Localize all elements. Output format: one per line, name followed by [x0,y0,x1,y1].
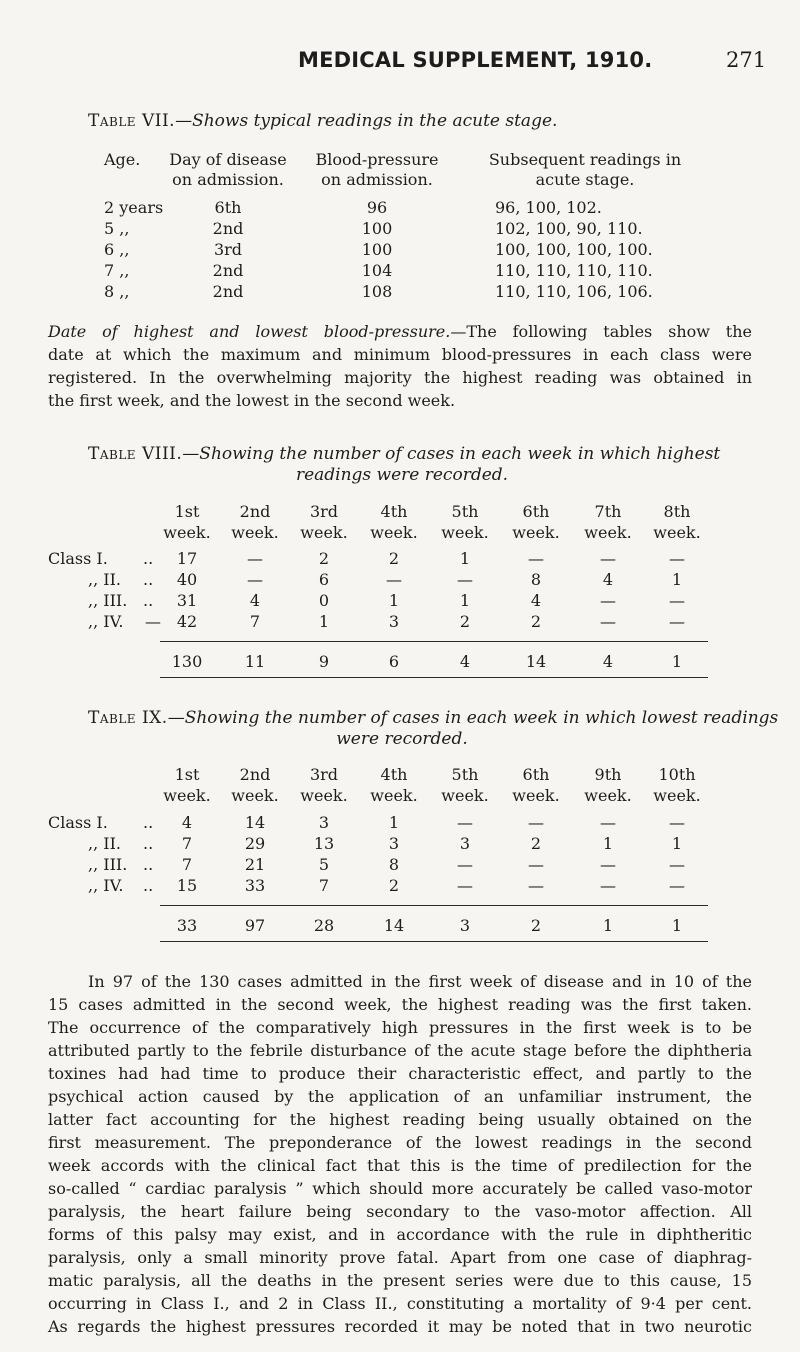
total-cell: 130 [171,652,203,671]
row-label: Class I. [48,813,108,832]
row-leader: .. [143,549,154,568]
col-week-word: week. [163,786,211,805]
paragraph-line: The occurrence of the comparatively high pressures in the first week is to be [48,1018,752,1037]
paragraph-line: registered. In the overwhelming majority the highest reading was obtained in [48,368,752,387]
col-week-number: 1st [174,502,200,521]
col-week-word: week. [163,523,211,542]
table-cell: 2 [530,834,542,853]
subsequent-cell: 110, 110, 110, 110. [495,261,653,280]
col-week-word: week. [512,786,560,805]
paragraph-line: so-called “ cardiac paralysis ” which should more accurately be called vaso-motor [48,1179,752,1198]
subsequent-cell: 100, 100, 100, 100. [495,240,653,259]
table-cell: 4 [249,591,261,610]
total-cell: 1 [671,652,683,671]
table8-caption-text: —Showing the number of cases in each week in which highest [182,444,721,464]
table-cell: 2 [388,876,400,895]
table-cell: 31 [176,591,198,610]
table-cell: 1 [671,570,683,589]
col-week-number: 1st [174,765,200,784]
paragraph-line: psychical action caused by the application of an unfamiliar instrument, the [48,1087,752,1106]
table-cell: 13 [313,834,335,853]
table-cell: — [600,612,616,631]
row-label: ,, II. [88,570,121,589]
table-cell: 14 [244,813,266,832]
total-cell: 9 [318,652,330,671]
table-cell: 4 [181,813,193,832]
table-cell: — [600,549,616,568]
row-label: Class I. [48,549,108,568]
day-cell: 2nd [212,282,244,301]
col-week-number: 6th [522,765,550,784]
paragraph-line: attributed partly to the febrile disturbance of the acute stage before the diphtheria [48,1041,752,1060]
col-week-word: week. [231,786,279,805]
table-cell: — [600,813,616,832]
table8-total-rule [160,641,708,642]
table-cell: — [600,591,616,610]
col-week-word: week. [653,786,701,805]
paragraph-line: 15 cases admitted in the second week, the highest reading was the first taken. [48,995,752,1014]
table-cell: — [669,813,685,832]
total-cell: 14 [383,916,405,935]
row-label: ,, III. [88,855,128,874]
total-cell: 28 [313,916,335,935]
table-cell: 3 [318,813,330,832]
table8-caption [88,444,720,464]
col-week-word: week. [512,523,560,542]
total-cell: 4 [602,652,614,671]
table-cell: — [669,855,685,874]
col-week-word: week. [653,523,701,542]
col-week-word: week. [441,523,489,542]
total-cell: 97 [244,916,266,935]
row-leader: .. [143,591,154,610]
table-cell: 4 [602,570,614,589]
age-cell: 6 ,, [104,240,130,259]
table9-bottom-rule [160,941,708,942]
total-cell: 33 [176,916,198,935]
row-leader: .. [143,855,154,874]
col-week-word: week. [300,523,348,542]
table-cell: 3 [388,834,400,853]
bp-cell: 100 [361,219,393,238]
table-cell: — [528,855,544,874]
age-cell: 7 ,, [104,261,130,280]
table-cell: 0 [318,591,330,610]
table9-total-rule [160,905,708,906]
row-label: ,, IV. [88,876,124,895]
row-leader: .. [143,570,154,589]
table-cell: 6 [318,570,330,589]
table7-header-bp-2: on admission. [321,170,433,189]
paragraph-line: first measurement. The preponderance of the lowest readings in the second [48,1133,752,1152]
row-leader: .. [143,876,154,895]
paragraph-blood-pressure-dates [48,320,752,412]
row-label: ,, III. [88,591,128,610]
paragraph-line: paralysis, only a small minority prove fatal. Apart from one case of diaphrag- [48,1248,752,1267]
table9-label: Table IX. [88,708,168,728]
table-cell: 4 [530,591,542,610]
table-cell: 1 [388,591,400,610]
bp-cell: 100 [361,240,393,259]
paragraph-line: occurring in Class I., and 2 in Class II., constituting a mortality of 9·4 per cent. [48,1294,752,1313]
col-week-word: week. [300,786,348,805]
table-cell: 2 [530,612,542,631]
table-cell: 2 [459,612,471,631]
table8-caption-line-2: readings were recorded. [295,465,509,485]
table-cell: 2 [388,549,400,568]
table-cell: 21 [244,855,266,874]
table9-caption-text: —Showing the number of cases in each week in which lowest readings [167,708,779,728]
day-cell: 3rd [213,240,243,259]
col-week-number: 4th [380,502,408,521]
table-cell: 17 [176,549,198,568]
paragraph-line: the first week, and the lowest in the second week. [48,391,456,410]
table-cell: — [457,855,473,874]
table-cell: — [669,591,685,610]
row-label: ,, II. [88,834,121,853]
col-week-number: 6th [522,502,550,521]
table8-label: Table VIII. [88,444,183,464]
bp-cell: 96 [366,198,388,217]
col-week-word: week. [584,523,632,542]
running-header-title: MEDICAL SUPPLEMENT, 1910. [298,48,653,72]
table-cell: 1 [459,591,471,610]
table-cell: 2 [318,549,330,568]
table-cell: — [528,876,544,895]
table7-header-day-1: Day of disease [169,150,287,169]
total-cell: 6 [388,652,400,671]
paragraph-line: toxines had had time to produce their characteristic effect, and partly to the [48,1064,752,1083]
table-cell: 33 [244,876,266,895]
table-cell: — [528,813,544,832]
total-cell: 1 [602,916,614,935]
col-week-number: 8th [663,502,691,521]
row-leader: .. [143,813,154,832]
table-cell: 7 [318,876,330,895]
table-cell: — [669,876,685,895]
table-cell: — [457,813,473,832]
col-week-word: week. [584,786,632,805]
table-cell: 7 [181,834,193,853]
table-cell: 3 [388,612,400,631]
table-cell: 1 [602,834,614,853]
table7-header-day-2: on admission. [172,170,284,189]
table7-caption [88,111,557,131]
col-week-number: 7th [594,502,622,521]
total-cell: 2 [530,916,542,935]
table-cell: 8 [530,570,542,589]
col-week-word: week. [441,786,489,805]
table-cell: 8 [388,855,400,874]
table-cell: — [669,549,685,568]
paragraph-line [48,320,752,343]
table-cell: — [600,876,616,895]
day-cell: 2nd [212,261,244,280]
table7-header-age: Age. [104,150,141,169]
total-cell: 11 [244,652,266,671]
paragraph-heading-rest: —The following tables show the [450,322,753,341]
page-number: 271 [726,48,767,72]
table-cell: — [386,570,402,589]
table-cell: 40 [176,570,198,589]
table-cell: — [457,876,473,895]
table9-caption [88,708,778,728]
total-cell: 1 [671,916,683,935]
table7-caption-text: —Shows typical readings in the acute stage. [175,111,558,131]
table7-header-bp-1: Blood-pressure [315,150,439,169]
row-leader: .. [143,834,154,853]
table-cell: — [247,570,263,589]
col-week-number: 2nd [239,502,271,521]
table-cell: — [457,570,473,589]
col-week-number: 2nd [239,765,271,784]
age-cell: 2 years [104,198,164,217]
table-cell: 5 [318,855,330,874]
table-cell: 7 [181,855,193,874]
paragraph-line: date at which the maximum and minimum blood-pressures in each class were [48,345,752,364]
subsequent-cell: 96, 100, 102. [495,198,602,217]
col-week-word: week. [370,523,418,542]
col-week-number: 5th [451,765,479,784]
table-cell: — [669,612,685,631]
table7-header-subsequent-2: acute stage. [535,170,635,189]
bp-cell: 108 [361,282,393,301]
table-cell: 15 [176,876,198,895]
total-cell: 3 [459,916,471,935]
bp-cell: 104 [361,261,393,280]
table8-bottom-rule [160,677,708,678]
table9-caption-line-2: were recorded. [336,729,468,749]
table-cell: 1 [459,549,471,568]
table-cell: 7 [249,612,261,631]
row-leader: — [145,612,161,631]
paragraph-line: week accords with the clinical fact that this is the time of predilection for the [48,1156,752,1175]
table-cell: 1 [318,612,330,631]
day-cell: 2nd [212,219,244,238]
paragraph-line: paralysis, the heart failure being secondary to the vaso-motor affection. All [48,1202,752,1221]
col-week-word: week. [370,786,418,805]
age-cell: 8 ,, [104,282,130,301]
table-cell: — [600,855,616,874]
table-cell: 29 [244,834,266,853]
col-week-word: week. [231,523,279,542]
day-cell: 6th [214,198,242,217]
paragraph-heading: Date of highest and lowest blood-pressure. [48,322,451,341]
age-cell: 5 ,, [104,219,130,238]
col-week-number: 5th [451,502,479,521]
table7-label: Table VII. [88,111,176,131]
total-cell: 4 [459,652,471,671]
table-cell: 1 [671,834,683,853]
subsequent-cell: 102, 100, 90, 110. [495,219,643,238]
col-week-number: 10th [658,765,696,784]
table-cell: 1 [388,813,400,832]
col-week-number: 3rd [309,502,339,521]
paragraph-line: In 97 of the 130 cases admitted in the first week of disease and in 10 of the [88,972,752,991]
paragraph-line: latter fact accounting for the highest reading being usually obtained on the [48,1110,752,1129]
table-cell: 42 [176,612,198,631]
table-cell: — [528,549,544,568]
paragraph-line: matic paralysis, all the deaths in the present series were due to this cause, 15 [48,1271,752,1290]
row-label: ,, IV. [88,612,124,631]
col-week-number: 4th [380,765,408,784]
paragraph-line: forms of this palsy may exist, and in accordance with the rule in diphtheritic [48,1225,752,1244]
paragraph-discussion [48,970,752,1338]
table-cell: — [247,549,263,568]
paragraph-line: As regards the highest pressures recorded it may be noted that in two neurotic [48,1317,752,1336]
col-week-number: 3rd [309,765,339,784]
table-cell: 3 [459,834,471,853]
subsequent-cell: 110, 110, 106, 106. [495,282,653,301]
total-cell: 14 [525,652,547,671]
col-week-number: 9th [594,765,622,784]
table7-header-subsequent-1: Subsequent readings in [488,150,682,169]
